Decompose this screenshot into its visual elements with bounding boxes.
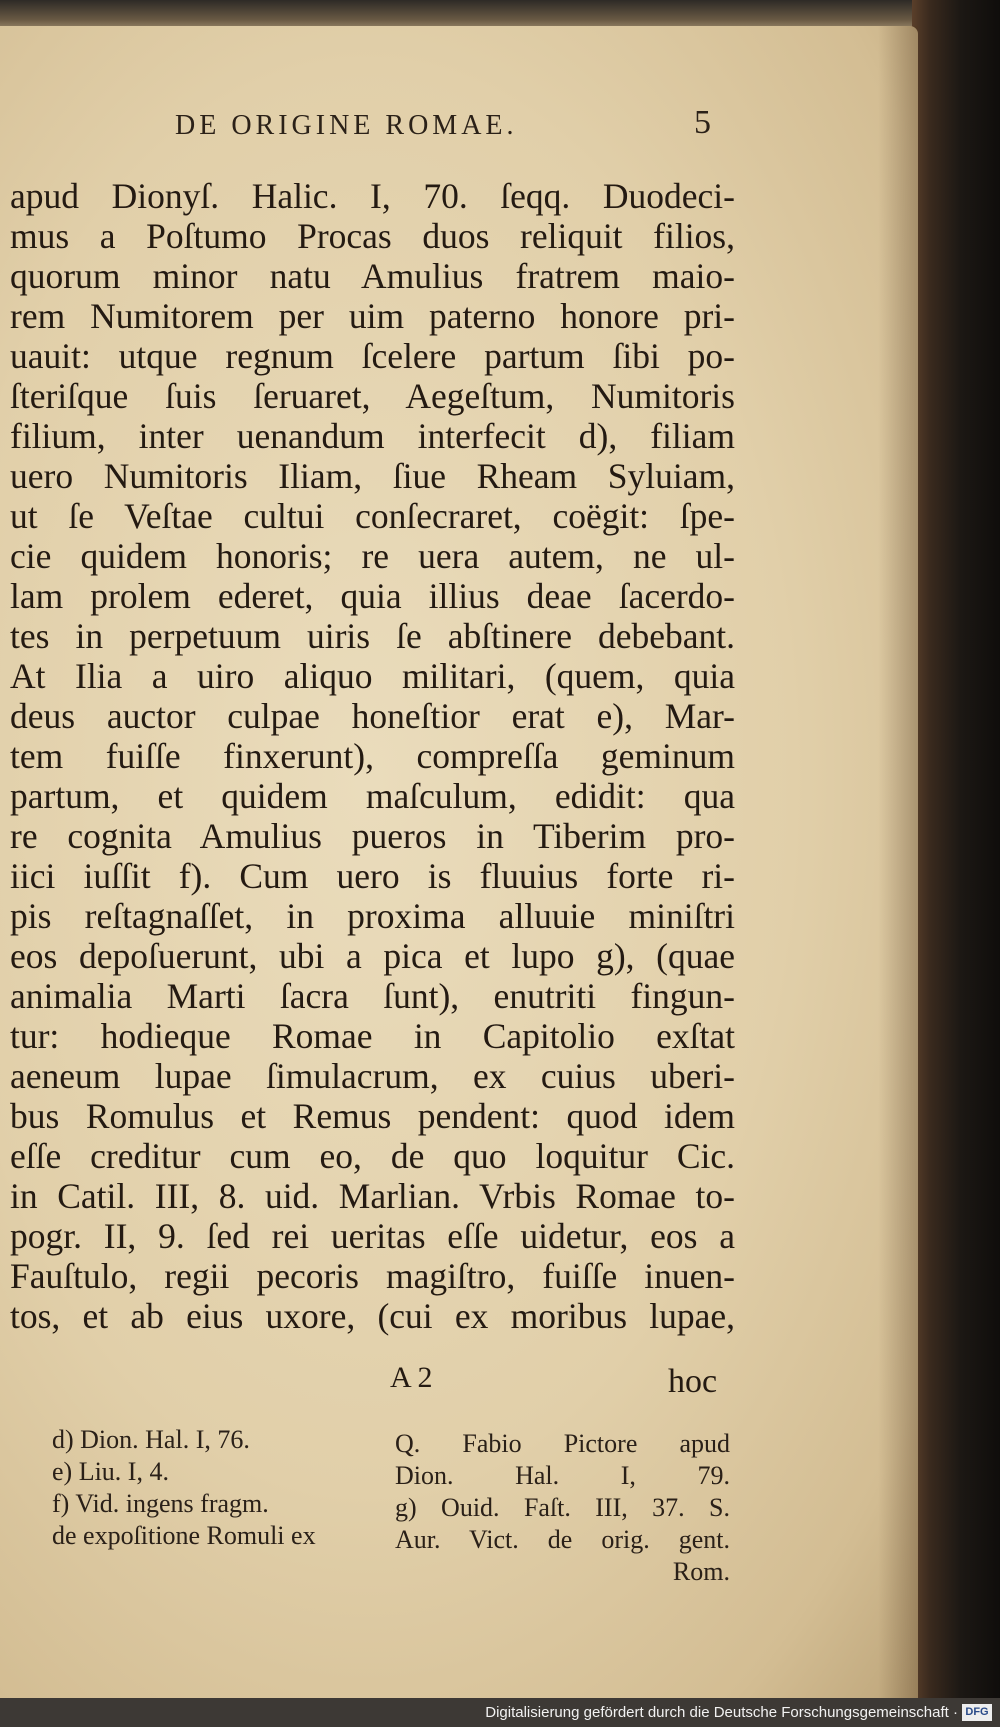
book-spine-edge — [912, 0, 1000, 1727]
text-line: apud Dionyſ. Halic. I, 70. ſeqq. Duodeci- — [10, 176, 735, 216]
text-line: aeneum lupae ſimulacrum, ex cuius uberi- — [10, 1056, 735, 1096]
catchword-row — [0, 1361, 918, 1409]
text-line: tem fuiſſe finxerunt), compreſſa geminum — [10, 736, 735, 776]
footnote-line: e) Liu. I, 4. — [52, 1457, 169, 1486]
running-head — [0, 92, 918, 142]
footnote-line: d) Dion. Hal. I, 76. — [52, 1425, 250, 1454]
text-line: in Catil. III, 8. uid. Marlian. Vrbis Romae to- — [10, 1176, 735, 1216]
page-number: 5 — [694, 104, 711, 141]
digitization-footer — [0, 1698, 1000, 1727]
text-line: ſteriſque ſuis ſeruaret, Aegeſtum, Numitoris — [10, 376, 735, 416]
text-line: Fauſtulo, regii pecoris magiſtro, fuiſſe inuen- — [10, 1256, 735, 1296]
text-line: eos depoſuerunt, ubi a pica et lupo g), (quae — [10, 936, 735, 976]
footnote-line: f) Vid. ingens fragm. — [52, 1489, 269, 1518]
text-line: tur: hodieque Romae in Capitolio exſtat — [10, 1016, 735, 1056]
footer-credit: Digitalisierung gefördert durch die Deutsche Forschungsgemeinschaft · — [485, 1704, 958, 1721]
text-line: partum, et quidem maſculum, edidit: qua — [10, 776, 735, 816]
text-line: cie quidem honoris; re uera autem, ne ul- — [10, 536, 735, 576]
text-line: eſſe creditur cum eo, de quo loquitur Cic. — [10, 1136, 735, 1176]
text-line: At Ilia a uiro aliquo militari, (quem, quia — [10, 656, 735, 696]
signature-mark: A 2 — [390, 1361, 433, 1394]
running-head-title: DE ORIGINE ROMAE. — [175, 110, 518, 141]
text-line: re cognita Amulius pueros in Tiberim pro- — [10, 816, 735, 856]
text-line: ut ſe Veſtae cultui conſecraret, coëgit: ſpe- — [10, 496, 735, 536]
book-page — [0, 26, 918, 1698]
text-line: pis reſtagnaſſet, in proxima alluuie miniſtri — [10, 896, 735, 936]
text-line: filium, inter uenandum interfecit d), filiam — [10, 416, 735, 456]
footnote-line: Rom. — [672, 1557, 730, 1586]
text-line: lam prolem ederet, quia illius deae ſacerdo- — [10, 576, 735, 616]
text-line: tos, et ab eius uxore, (cui ex moribus lupae, — [10, 1296, 735, 1336]
text-line: mus a Poſtumo Procas duos reliquit filios, — [10, 216, 735, 256]
footnote-line: Aur. Vict. de orig. gent. — [395, 1525, 730, 1554]
dfg-logo: DFG — [962, 1704, 992, 1721]
footnote-line: g) Ouid. Faſt. III, 37. S. — [395, 1493, 730, 1522]
footnote-line: Dion. Hal. I, 79. — [395, 1461, 730, 1490]
footnote-line: Q. Fabio Pictore apud — [395, 1429, 730, 1458]
catchword: hoc — [668, 1363, 718, 1400]
text-line: tes in perpetuum uiris ſe abſtinere debebant. — [10, 616, 735, 656]
text-line: uauit: utque regnum ſcelere partum ſibi po- — [10, 336, 735, 376]
text-line: rem Numitorem per uim paterno honore pri- — [10, 296, 735, 336]
text-line: animalia Marti ſacra ſunt), enutriti fingun- — [10, 976, 735, 1016]
footnotes — [0, 1424, 918, 1624]
text-line: bus Romulus et Remus pendent: quod idem — [10, 1096, 735, 1136]
text-line: quorum minor natu Amulius fratrem maio- — [10, 256, 735, 296]
footnote-line: de expoſitione Romuli ex — [52, 1521, 316, 1550]
text-line: pogr. II, 9. ſed rei ueritas eſſe uidetur, eos a — [10, 1216, 735, 1256]
text-line: deus auctor culpae honeſtior erat e), Mar- — [10, 696, 735, 736]
text-line: uero Numitoris Iliam, ſiue Rheam Syluiam, — [10, 456, 735, 496]
text-line: iici iuſſit f). Cum uero is fluuius forte ri- — [10, 856, 735, 896]
